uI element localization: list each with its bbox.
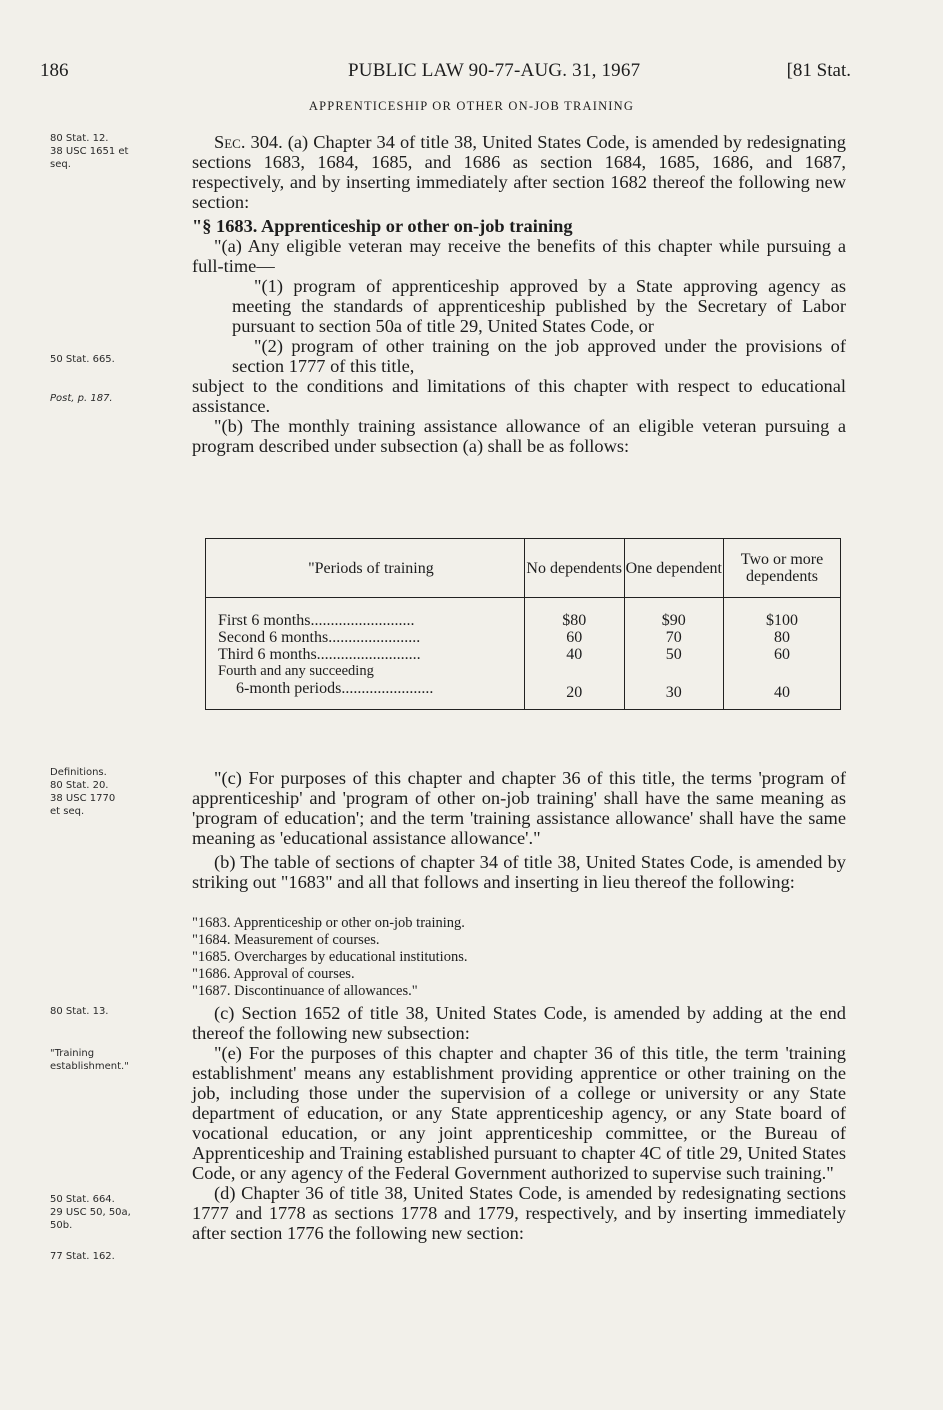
section-heading: APPRENTICESHIP OR OTHER ON-JOB TRAINING [308, 99, 635, 113]
amendment-c: (c) Section 1652 of title 38, United States Code, is amended by adding at the end thereof the following new subsection: [192, 1003, 846, 1043]
body-block-1 [192, 132, 846, 456]
statute-reference: [81 Stat. [786, 60, 851, 81]
subsection-a-intro: "(a) Any eligible veteran may receive the benefits of this chapter while pursuing a full-time— [192, 236, 846, 276]
amendment-b-table: (b) The table of sections of chapter 34 of title 38, United States Code, is amended by striking out "1683" and all that follows and inserting in lieu thereof the following: [192, 852, 846, 892]
margin-note-5: 80 Stat. 13. [50, 1006, 109, 1017]
table-row-period: 6-month periods....................... [236, 680, 434, 697]
table-of-sections [192, 915, 467, 1000]
page-number: 186 [40, 60, 69, 81]
table-header-row [206, 539, 841, 598]
margin-note-2: 50 Stat. 665. [50, 354, 115, 365]
margin-note-3: Post, p. 187. [50, 393, 113, 404]
header-periods: "Periods of training [206, 539, 525, 598]
two-or-more-column: $100 80 60 40 [724, 598, 841, 710]
table-row-period: Fourth and any succeeding [218, 663, 374, 679]
table-row-period: Second 6 months....................... [218, 629, 421, 646]
list-item: "1687. Discontinuance of allowances." [192, 983, 418, 999]
list-item: "1686. Approval of courses. [192, 966, 355, 982]
allowance-table [205, 538, 841, 710]
table-body-row [206, 598, 841, 710]
table-row-period: Third 6 months.......................... [218, 646, 421, 663]
body-block-3 [192, 1003, 846, 1243]
header-no-dependents: No dependents [524, 539, 624, 598]
subsection-c-definition: "(c) For purposes of this chapter and chapter 36 of this title, the terms 'program of apprenticeship' and 'program of other on-job training' shall have the same meaning as 'program of education'; and the term 'training assistance allowance' shall have the same meaning as 'educational assistance allowance'." [192, 768, 846, 848]
margin-note-1: 80 Stat. 12. 38 USC 1651 et seq. [50, 133, 129, 170]
list-item: "1684. Measurement of courses. [192, 932, 380, 948]
clause-1: "(1) program of apprenticeship approved by a State approving agency as meeting the standards of apprenticeship published by the Secretary of Labor pursuant to section 50a of title 29, United States Code, or [232, 276, 846, 336]
list-item: "1683. Apprenticeship or other on-job training. [192, 915, 465, 931]
one-dependent-column: $90 70 50 30 [624, 598, 723, 710]
subsection-b-intro: "(b) The monthly training assistance allowance of an eligible veteran pursuing a program described under subsection (a) shall be as follows: [192, 416, 846, 456]
page-header [40, 60, 851, 84]
no-dependents-column: $80 60 40 20 [524, 598, 624, 710]
margin-note-training-establishment: "Training establishment." [50, 1048, 129, 1072]
header-two-or-more: Two or more dependents [724, 539, 841, 598]
clause-2: "(2) program of other training on the job approved under the provisions of section 1777 of this title, [232, 336, 846, 376]
margin-note-7: 50 Stat. 664. 29 USC 50, 50a, 50b. [50, 1194, 131, 1231]
margin-note-8: 77 Stat. 162. [50, 1251, 115, 1262]
margin-note-definitions: Definitions. 80 Stat. 20. 38 USC 1770 et seq. [50, 767, 116, 817]
amendment-d: (d) Chapter 36 of title 38, United States Code, is amended by redesignating sections 1777 and 1778 as sections 1778 and 1779, respectively, and by inserting immediately after section 1776 the following new section: [192, 1183, 846, 1243]
body-block-2 [192, 768, 846, 892]
section-1683-heading: "§ 1683. Apprenticeship or other on-job training [192, 216, 573, 236]
list-item: "1685. Overcharges by educational institutions. [192, 949, 468, 965]
section-304-paragraph: Sec. 304. (a) Chapter 34 of title 38, United States Code, is amended by redesignating sections 1683, 1684, 1685, and 1686 as section 1684, 1685, 1686, and 1687, respectively, and by inserting immediately after section 1682 thereof the following new section: [192, 132, 846, 212]
periods-column [206, 598, 525, 710]
header-one-dependent: One dependent [624, 539, 723, 598]
subsection-a-close: subject to the conditions and limitations of this chapter with respect to educational assistance. [192, 376, 846, 416]
law-title: PUBLIC LAW 90-77-AUG. 31, 1967 [348, 60, 641, 81]
subsection-e-definition: "(e) For the purposes of this chapter and chapter 36 of this title, the term 'training establishment' means any establishment providing apprentice or other training on the job, including those under the supervision of a college or university or any State department of education, or any State apprenticeship agency, or any State board of vocational education, or any joint apprenticeship committee, or the Bureau of Apprenticeship and Training established pursuant to chapter 4C of title 29, United States Code, or any agency of the Federal Government authorized to supervise such training." [192, 1043, 846, 1183]
table-row-period: First 6 months.......................... [218, 612, 415, 629]
